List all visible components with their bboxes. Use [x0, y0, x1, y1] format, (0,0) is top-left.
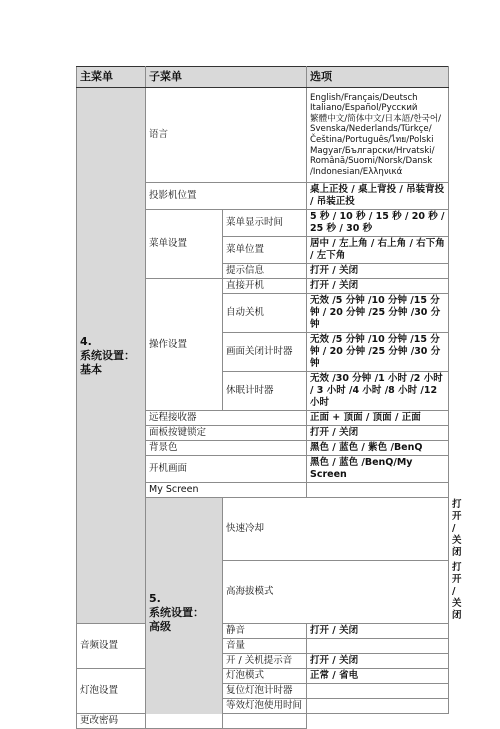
submenu-panel-key-lock: 面板按键锁定 [146, 426, 307, 441]
submenu-quick-cooling: 快速冷却 [223, 498, 449, 561]
volume-options [307, 639, 449, 654]
menu-display-time-options: 5 秒 / 10 秒 / 15 秒 / 20 秒 / 25 秒 / 30 秒 [307, 210, 449, 237]
submenu-lamp-settings: 灯泡设置 [77, 669, 146, 714]
submenu-menu-position: 菜单位置 [223, 237, 307, 264]
direct-power-on-options: 打开 / 关闭 [307, 279, 449, 294]
page-top-margin [0, 0, 500, 66]
table-row [77, 88, 449, 183]
table-header-row [77, 67, 449, 88]
submenu-projector-position: 投影机位置 [146, 183, 307, 210]
submenu-sleep-timer: 休眠计时器 [223, 372, 307, 411]
splash-screen-options: 黑色 / 蓝色 /BenQ/My Screen [307, 456, 449, 483]
header-main-menu: 主菜单 [77, 67, 146, 88]
menu-position-options: 居中 / 左上角 / 右上角 / 右下角 / 左下角 [307, 237, 449, 264]
sleep-timer-options: 无效 /30 分钟 /1 小时 /2 小时 / 3 小时 /4 小时 /8 小时 /12 小时 [307, 372, 449, 411]
auto-power-off-options: 无效 /5 分钟 /10 分钟 /15 分钟 / 20 分钟 /25 分钟 /30 分钟 [307, 294, 449, 333]
submenu-reminder: 提示信息 [223, 264, 307, 279]
header-options: 选项 [307, 67, 449, 88]
submenu-menu-display-time: 菜单显示时间 [223, 210, 307, 237]
power-tone-options: 打开 / 关闭 [307, 654, 449, 669]
submenu-my-screen: My Screen [146, 483, 307, 498]
remote-receiver-options: 正面 + 顶面 / 顶面 / 正面 [307, 411, 449, 426]
submenu-language: 语言 [146, 88, 307, 183]
blank-timer-options: 无效 /5 分钟 /10 分钟 /15 分钟 / 20 分钟 /25 分钟 /30 分钟 [307, 333, 449, 372]
submenu-lamp-mode: 灯泡模式 [223, 669, 307, 684]
reset-lamp-timer-options [307, 684, 449, 699]
menu-table [76, 66, 462, 729]
submenu-change-password: 更改密码 [77, 714, 223, 729]
background-color-options: 黑色 / 蓝色 / 紫色 /BenQ [307, 441, 449, 456]
projector-position-options: 桌上正投 / 桌上背投 / 吊装背投 / 吊装正投 [307, 183, 449, 210]
submenu-equivalent-lamp-hours: 等效灯泡使用时间 [223, 699, 307, 714]
submenu-volume: 音量 [223, 639, 307, 654]
table-row [77, 624, 449, 639]
my-screen-options [307, 483, 449, 498]
main-menu-basic: 4. 系统设置： 基本 [77, 88, 146, 624]
panel-key-lock-options: 打开 / 关闭 [307, 426, 449, 441]
main-menu-advanced: 5. 系统设置： 高级 [146, 498, 223, 729]
submenu-menu-settings: 菜单设置 [146, 210, 223, 279]
header-sub-menu: 子菜单 [146, 67, 307, 88]
change-password-options [223, 714, 307, 729]
table-row: 高海拔模式 打开 / 关闭 [77, 561, 449, 624]
submenu-auto-power-off: 自动关机 [223, 294, 307, 333]
submenu-blank-timer: 画面关闭计时器 [223, 333, 307, 372]
submenu-reset-lamp-timer: 复位灯泡计时器 [223, 684, 307, 699]
table-row [77, 714, 449, 729]
submenu-background-color: 背景色 [146, 441, 307, 456]
lamp-mode-options: 正常 / 省电 [307, 669, 449, 684]
mute-options: 打开 / 关闭 [307, 624, 449, 639]
table-row [77, 669, 449, 684]
submenu-splash-screen: 开机画面 [146, 456, 307, 483]
submenu-power-tone: 开 / 关机提示音 [223, 654, 307, 669]
language-options: English/Français/Deutsch Italiano/Español/Русский 繁體中文/简体中文/日本語/한국어/ Svenska/Nederlands/Türkçe/ Čeština/Português/ไทย/Polski Magyar/Български/Hrvatski/ Română/Suomi/Norsk/Dansk /Indonesian/Ελληνικά [307, 88, 449, 183]
submenu-audio-settings: 音频设置 [77, 624, 146, 669]
submenu-operation-settings: 操作设置 [146, 279, 223, 411]
reminder-options: 打开 / 关闭 [307, 264, 449, 279]
submenu-direct-power-on: 直接开机 [223, 279, 307, 294]
table-row: 5. 系统设置： 高级 快速冷却 打开 / 关闭 [77, 498, 449, 561]
submenu-high-altitude: 高海拔模式 [223, 561, 449, 624]
submenu-remote-receiver: 远程接收器 [146, 411, 307, 426]
equivalent-lamp-hours-options [307, 699, 449, 714]
submenu-mute: 静音 [223, 624, 307, 639]
